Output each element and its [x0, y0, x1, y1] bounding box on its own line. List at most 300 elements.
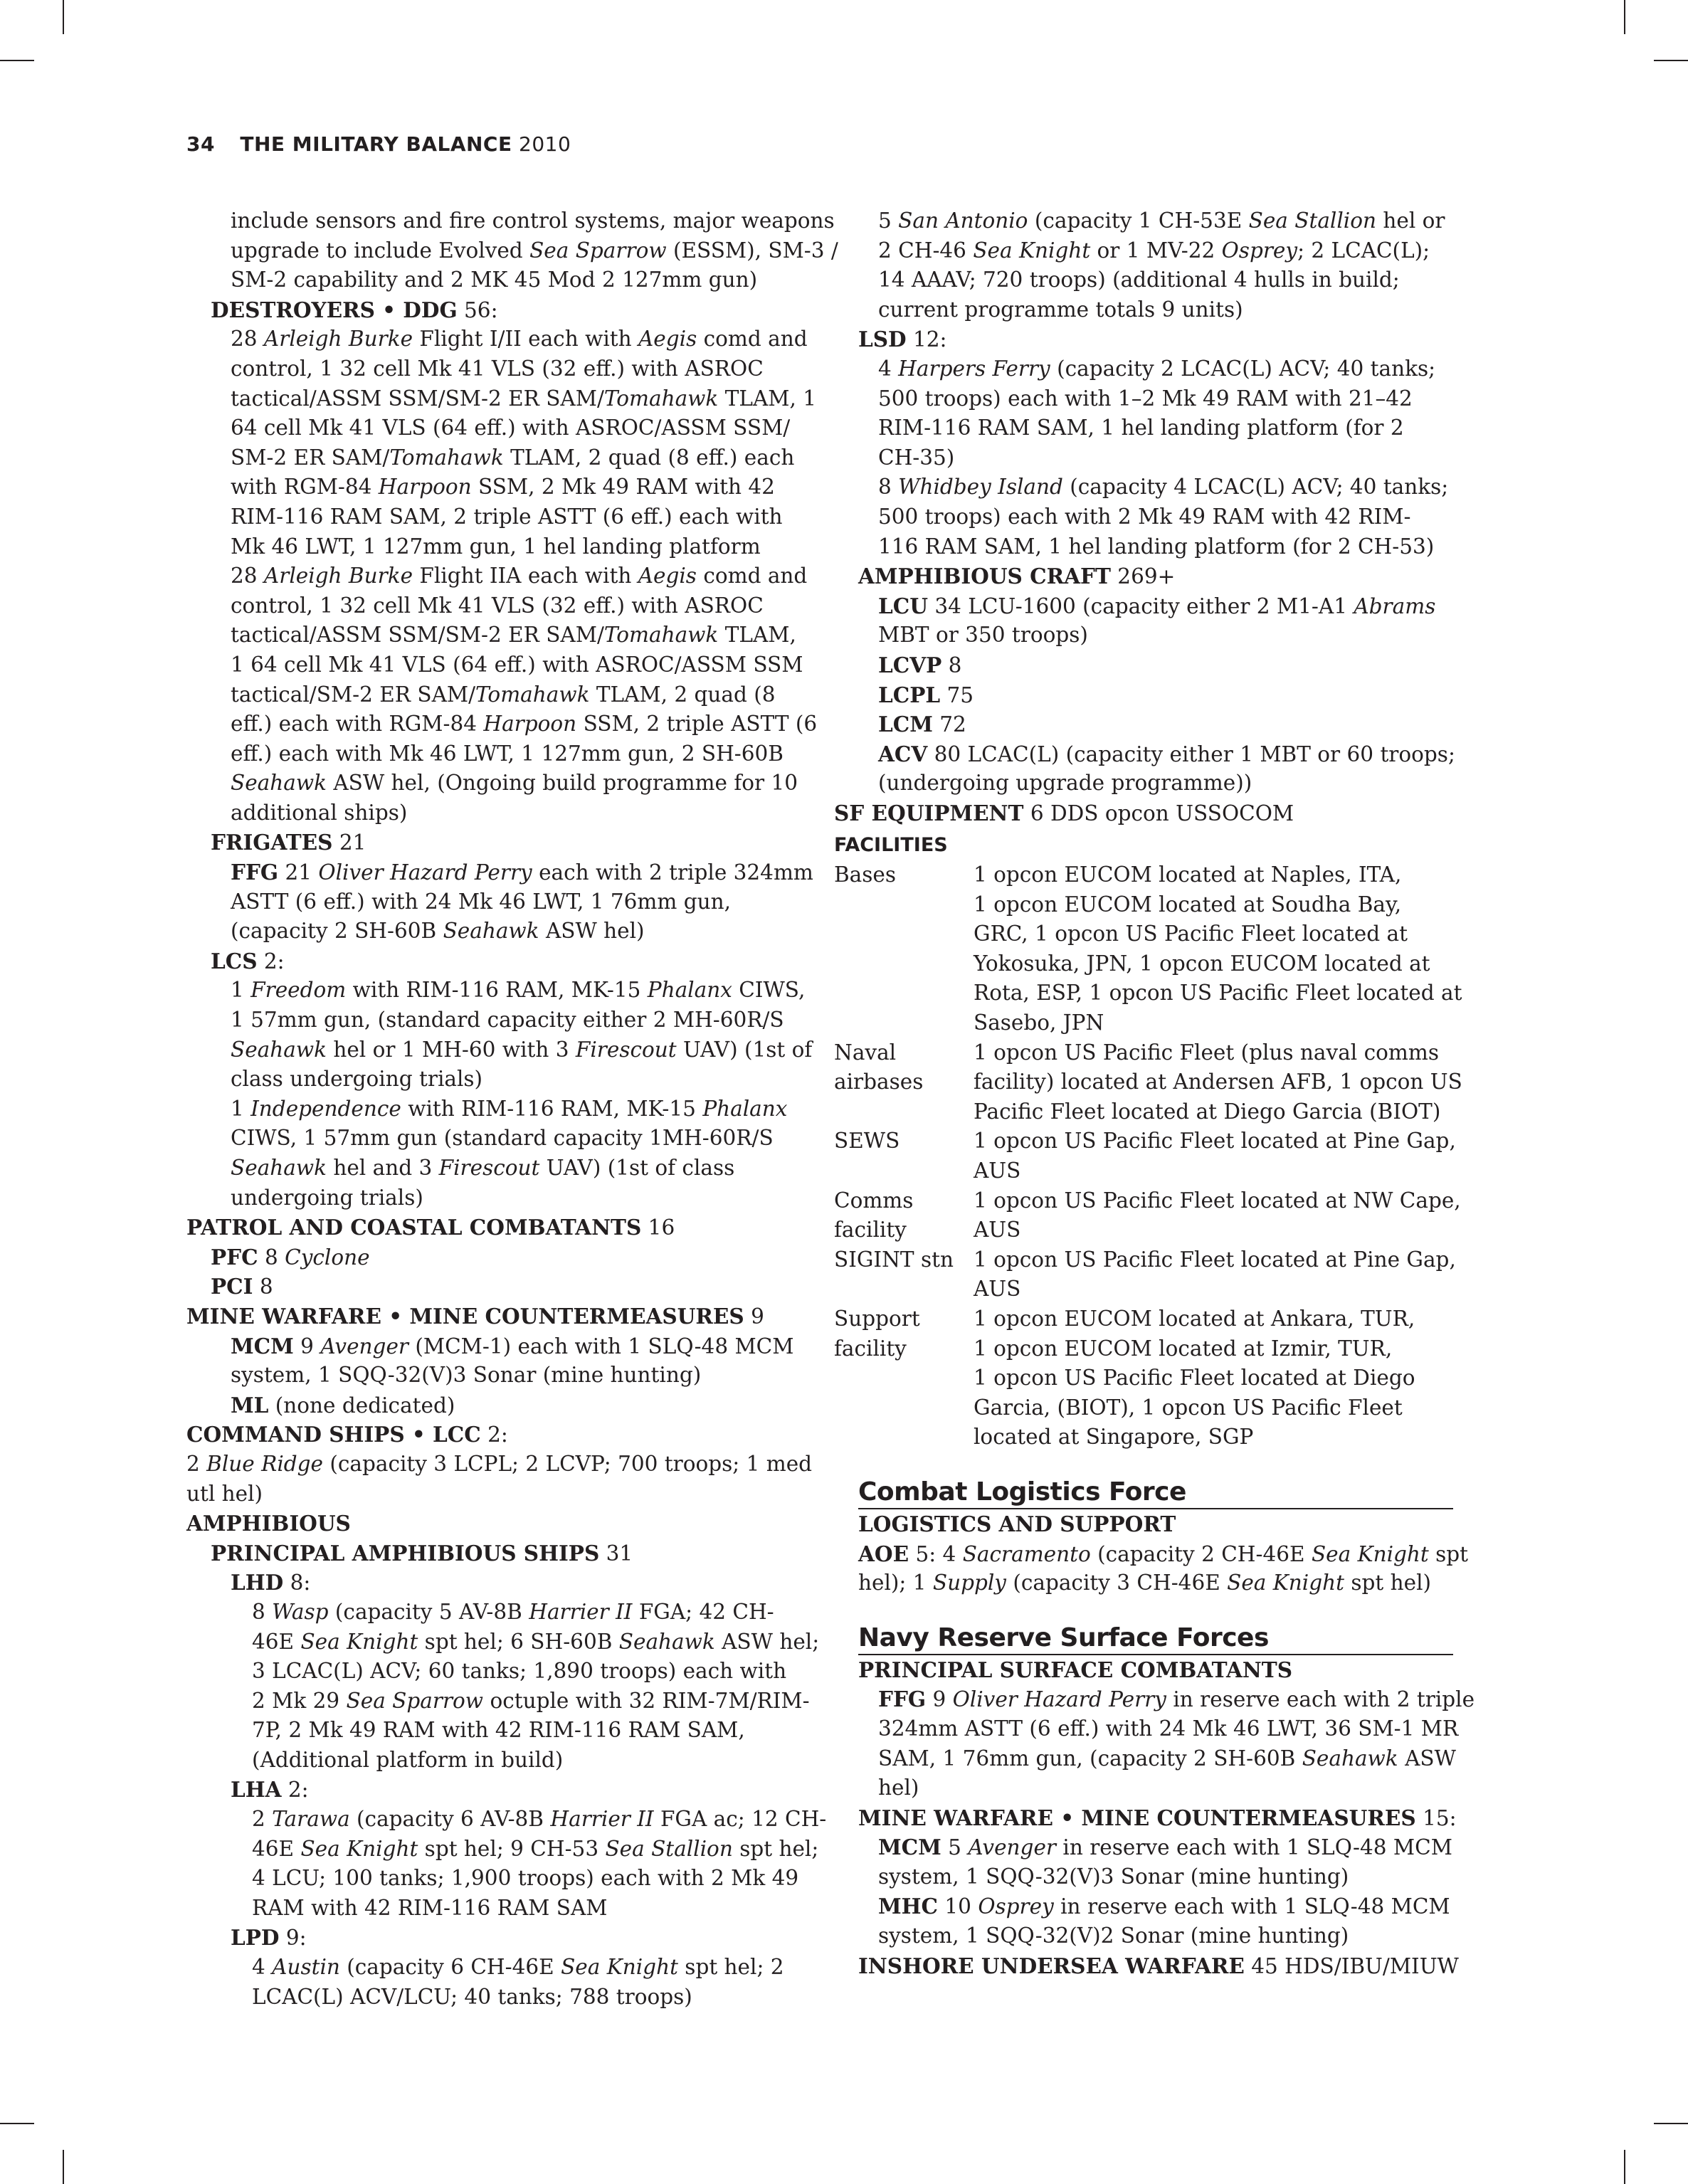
bold-text: PCI [211, 1274, 253, 1299]
text-line [186, 1391, 806, 1420]
text-line [834, 206, 1453, 236]
facility-row [834, 1186, 1461, 1245]
text-run: 2: [281, 1778, 309, 1803]
text-line [186, 384, 816, 414]
text-run: (capacity 3 LCPL; 2 LCVP; 700 troops; 1 med [322, 1451, 813, 1476]
text-run: CH-35) [878, 445, 955, 470]
facility-location-line: 1 opcon US Pacific Fleet (plus naval comms [974, 1040, 1439, 1065]
facility-type-line: facility [834, 1218, 907, 1243]
text-line [834, 443, 1453, 473]
bold-text: LHD [231, 1570, 284, 1595]
right-column [834, 206, 1475, 1980]
crop-mark [1654, 2123, 1688, 2124]
bold-text: FFG [878, 1687, 927, 1712]
text-run: 324mm ASTT (6 eff.) with 24 Mk 46 LWT, 36 SM-1 MR [878, 1716, 1459, 1741]
text-line [186, 1835, 819, 1864]
facility-row [834, 860, 1462, 1038]
facility-locations [974, 1127, 1456, 1186]
text-run: control, 1 32 cell Mk 41 VLS (32 eff.) with ASROC [231, 356, 764, 381]
italic-text: Sea Knight [300, 1629, 418, 1654]
text-line [834, 413, 1453, 443]
text-run: 6 DDS opcon USSOCOM [1023, 801, 1294, 825]
reserve-subheading: PRINCIPAL SURFACE COMBATANTS [858, 1654, 1453, 1685]
text-run: FGA ac; 12 CH- [653, 1807, 827, 1832]
facility-locations [974, 1245, 1456, 1304]
text-run: 45 HDS/IBU/MIUW [1244, 1953, 1459, 1978]
text-line [834, 325, 1453, 354]
text-run: upgrade to include Evolved [231, 238, 530, 263]
bold-text: AOE [858, 1541, 909, 1566]
text-run: spt hel; [732, 1836, 819, 1861]
facility-row [834, 1127, 1456, 1186]
italic-text: Harpoon [378, 475, 472, 500]
logistics-subheading: LOGISTICS AND SUPPORT [858, 1508, 1453, 1539]
text-line [186, 680, 806, 710]
text-run: (none dedicated) [268, 1393, 455, 1418]
facility-location-line: Sasebo, JPN [974, 1011, 1104, 1035]
text-line [186, 709, 818, 739]
facility-type [834, 1304, 974, 1452]
text-line [186, 1094, 806, 1124]
text-run: include sensors and fire control systems, major weapons [231, 209, 835, 233]
text-line [186, 739, 806, 769]
italic-text: Osprey [978, 1894, 1054, 1919]
text-run: 16 [641, 1215, 675, 1240]
text-run: spt hel; 9 CH-53 [418, 1836, 606, 1861]
italic-text: Avenger [968, 1835, 1057, 1860]
italic-text: Supply [932, 1571, 1006, 1595]
text-run: spt hel) [1344, 1571, 1432, 1595]
bold-text: LCS [211, 948, 258, 974]
text-line [186, 976, 806, 1006]
text-run: RAM with 42 RIM-116 RAM SAM [252, 1895, 608, 1920]
text-run: LCAC(L) ACV/LCU; 40 tanks; 788 troops) [252, 1984, 692, 2009]
text-line [186, 561, 806, 591]
text-run: 15: [1415, 1805, 1457, 1830]
facility-location-line: AUS [974, 1277, 1021, 1302]
text-run: octuple with 32 RIM-7M/RIM- [483, 1688, 810, 1713]
facility-type-line: Bases [834, 862, 897, 887]
facility-location-line: facility) located at Andersen AFB, 1 opcon US [974, 1070, 1462, 1094]
text-run: control, 1 32 cell Mk 41 VLS (32 eff.) with ASROC [231, 593, 764, 618]
italic-text: Independence [250, 1096, 401, 1121]
italic-text: San Antonio [898, 209, 1028, 233]
text-run: RIM-116 RAM SAM, 2 triple ASTT (6 eff.) each with [231, 504, 783, 529]
text-line [186, 354, 806, 384]
facility-type-line: Comms [834, 1188, 914, 1213]
italic-text: Arleigh Burke [263, 564, 413, 589]
bold-text: LSD [858, 327, 907, 352]
text-line [186, 1213, 806, 1243]
bold-text: SF EQUIPMENT [834, 800, 1024, 825]
text-run: utl hel) [186, 1481, 263, 1506]
italic-text: Sea Sparrow [346, 1688, 484, 1713]
bold-text: LCM [878, 712, 933, 737]
text-line [834, 1773, 1453, 1803]
text-line [186, 1983, 806, 2012]
text-run: 9 [926, 1687, 953, 1712]
text-run: (capacity 6 AV-8B [349, 1807, 551, 1832]
bold-text: MCM [878, 1835, 941, 1860]
text-line [186, 591, 806, 621]
bold-text: MINE WARFARE • MINE COUNTERMEASURES [186, 1303, 744, 1329]
facility-location-line: Yokosuka, JPN, 1 opcon EUCOM located at [974, 951, 1430, 976]
text-run: additional ships) [231, 800, 408, 825]
text-run: 31 [599, 1541, 633, 1566]
text-run: 72 [932, 712, 966, 737]
facility-type [834, 1127, 974, 1186]
text-line [834, 265, 1453, 295]
italic-text: Oliver Hazard Perry [318, 860, 532, 885]
italic-text: Oliver Hazard Perry [952, 1687, 1166, 1712]
text-run: system, 1 SQQ-32(V)2 Sonar (mine hunting) [878, 1924, 1349, 1948]
text-line [186, 1628, 820, 1657]
text-run: (capacity 2 CH-46E [1090, 1541, 1312, 1566]
text-run: 8 [252, 1599, 273, 1624]
text-run: 5: 4 [909, 1541, 963, 1566]
left-column [186, 206, 838, 2012]
text-run: hel or 1 MH-60 with 3 [326, 1037, 576, 1062]
text-run: tactical/ASSM SSM/SM-2 ER SAM/ [231, 623, 604, 648]
text-run: 1 64 cell Mk 41 VLS (64 eff.) with ASROC/ASSM SSM [231, 652, 803, 677]
facility-type-line: Support [834, 1306, 920, 1331]
page-number: 34 [186, 132, 215, 156]
italic-text: Harpoon [483, 712, 577, 737]
text-run: 28 [231, 327, 264, 352]
text-run: (capacity 1 CH-53E [1028, 209, 1249, 233]
text-run: ASTT (6 eff.) with 24 Mk 46 LWT, 1 76mm gun, [231, 889, 731, 914]
text-run: undergoing trials) [231, 1185, 423, 1210]
text-line [834, 384, 1453, 414]
text-run: 2 [252, 1807, 273, 1832]
text-run: (Additional platform in build) [252, 1747, 564, 1772]
text-run: CIWS, [732, 978, 806, 1003]
text-line [186, 1272, 806, 1302]
bold-text: AMPHIBIOUS [186, 1511, 351, 1536]
text-run: 269+ [1110, 564, 1176, 589]
italic-text: Firescout [575, 1037, 677, 1062]
text-run: ASW hel) [539, 919, 645, 944]
text-line [186, 1124, 806, 1154]
facility-location-line: AUS [974, 1159, 1021, 1183]
text-run: UAV) (1st of class [539, 1156, 735, 1180]
text-run: MBT or 350 troops) [878, 623, 1088, 648]
text-run: 1 57mm gun, (standard capacity either 2 MH-60R/S [231, 1008, 784, 1033]
text-line [186, 1331, 806, 1361]
running-header [186, 132, 571, 156]
text-run: 8 [258, 1245, 285, 1270]
bold-text: FFG [231, 860, 279, 885]
text-run: or 1 MV-22 [1090, 238, 1222, 263]
text-run: with RIM-116 RAM, MK-15 [346, 978, 648, 1003]
text-run: TLAM, [718, 623, 796, 648]
text-run: UAV) (1st of [676, 1037, 813, 1062]
text-run: in reserve each with 1 SLQ-48 MCM [1056, 1835, 1452, 1860]
text-run: each with 2 triple 324mm [532, 860, 813, 885]
bold-text: LPD [231, 1925, 280, 1951]
text-run: RIM-116 RAM SAM, 1 hel landing platform (for 2 [878, 416, 1404, 441]
text-run: TLAM, 2 quad (8 eff.) each [503, 445, 795, 470]
text-run: 46E [252, 1836, 301, 1861]
text-run: (ESSM), SM-3 / [666, 238, 838, 263]
text-line [186, 1923, 806, 1953]
facility-type-line: facility [834, 1336, 907, 1361]
text-line [834, 739, 1453, 769]
text-run: FGA; 42 CH- [632, 1599, 774, 1624]
text-run: 5 [941, 1835, 969, 1860]
bold-text: LCU [878, 593, 928, 618]
text-run: (capacity 2 LCAC(L) ACV; 40 tanks; [1050, 356, 1436, 381]
bold-text: MCM [231, 1333, 294, 1359]
text-run: 7P, 2 Mk 49 RAM with 42 RIM-116 RAM SAM, [252, 1718, 745, 1743]
text-run: in reserve each with 2 triple [1166, 1687, 1475, 1712]
combat-logistics-lines [834, 1539, 1469, 1598]
italic-text: Seahawk [618, 1629, 715, 1654]
text-line [186, 1687, 810, 1716]
text-line [186, 858, 813, 887]
text-line [834, 473, 1453, 502]
crop-mark [1654, 60, 1688, 61]
text-run: 64 cell Mk 41 VLS (64 eff.) with ASROC/ASSM SSM/ [231, 416, 791, 441]
text-line [186, 473, 806, 502]
text-run: 9 [293, 1334, 321, 1359]
text-run: 500 troops) each with 2 Mk 49 RAM with 42 RIM- [878, 504, 1411, 529]
text-run: hel); 1 [858, 1571, 933, 1595]
facility-type [834, 1038, 974, 1127]
text-line [834, 1951, 1459, 1981]
bold-text: ACV [878, 741, 928, 766]
italic-text: Sea Knight [973, 238, 1091, 263]
facility-location-line: Rota, ESP, 1 opcon US Pacific Fleet located at [974, 981, 1462, 1006]
facility-type-line: SIGINT stn [834, 1247, 954, 1272]
facility-row [834, 1038, 1462, 1127]
publication-title: THE MILITARY BALANCE [240, 132, 512, 156]
italic-text: Tarawa [272, 1807, 350, 1832]
italic-text: Tomahawk [603, 386, 719, 411]
text-line [834, 561, 1453, 591]
text-line [834, 1744, 1456, 1774]
facility-location-line: 1 opcon US Pacific Fleet located at Pine Gap, [974, 1129, 1456, 1154]
text-run: 9 [744, 1304, 764, 1329]
text-line [186, 650, 806, 680]
text-run: TLAM, 1 [718, 386, 816, 411]
text-line [834, 1714, 1459, 1744]
italic-text: Harpers Ferry [898, 356, 1050, 381]
facility-row [834, 1245, 1456, 1304]
bold-text: PATROL AND COASTAL COMBATANTS [186, 1215, 642, 1240]
italic-text: Freedom [250, 978, 347, 1003]
facility-locations [974, 860, 1462, 1038]
text-line [834, 295, 1453, 325]
text-run: Flight IIA each with [413, 564, 638, 589]
facility-location-line: Garcia, (BIOT), 1 opcon US Pacific Fleet [974, 1395, 1403, 1420]
italic-text: Whidbey Island [898, 475, 1063, 500]
text-run: (capacity 5 AV-8B [328, 1599, 529, 1624]
text-run: 2 [186, 1451, 207, 1476]
text-line [186, 206, 835, 236]
facility-type [834, 860, 974, 1038]
text-run: hel and 3 [326, 1156, 439, 1180]
italic-text: Sea Knight [1227, 1571, 1344, 1595]
text-line [186, 1065, 806, 1094]
text-line [834, 1921, 1453, 1951]
text-run: spt hel; 2 [677, 1955, 784, 1980]
text-run: tactical/ASSM SSM/SM-2 ER SAM/ [231, 386, 604, 411]
text-line [186, 1154, 806, 1183]
italic-text: Harrier II [529, 1599, 633, 1624]
italic-text: Sea Sparrow [529, 238, 667, 263]
facility-locations [974, 1038, 1462, 1127]
text-line [834, 680, 1453, 710]
text-run: (MCM-1) each with 1 SLQ-48 MCM [408, 1334, 794, 1359]
italic-text: Sea Knight [300, 1836, 418, 1861]
bold-text: MHC [878, 1894, 939, 1919]
text-run: ASW hel, (Ongoing build programme for 10 [326, 771, 798, 796]
text-line [834, 650, 1453, 680]
italic-text: Wasp [272, 1599, 329, 1624]
text-run: current programme totals 9 units) [878, 297, 1243, 322]
crop-mark [63, 0, 64, 34]
text-run: hel or [1376, 209, 1445, 233]
text-line [186, 1568, 806, 1598]
text-run: 500 troops) each with 1–2 Mk 49 RAM with 21–42 [878, 386, 1413, 411]
text-line [186, 1243, 806, 1272]
text-line [186, 1539, 806, 1568]
facility-location-line: 1 opcon EUCOM located at Ankara, TUR, [974, 1306, 1415, 1331]
text-run: comd and [697, 327, 808, 352]
italic-text: Tomahawk [389, 445, 504, 470]
italic-text: Sea Stallion [605, 1836, 733, 1861]
crop-mark [1624, 0, 1625, 34]
italic-text: Cyclone [285, 1245, 370, 1270]
text-run: spt hel; 6 SH-60B [418, 1629, 619, 1654]
text-run: with RGM-84 [231, 475, 379, 500]
facility-location-line: 1 opcon US Pacific Fleet located at NW Cape, [974, 1188, 1461, 1213]
text-line [186, 1450, 813, 1479]
text-run: 4 [878, 356, 899, 381]
crop-mark [0, 60, 34, 61]
text-line [186, 1894, 806, 1924]
facility-location-line: 1 opcon US Pacific Fleet located at Diego [974, 1366, 1415, 1391]
text-line [834, 1832, 1453, 1862]
text-line [186, 1006, 806, 1035]
facility-location-line: Pacific Fleet located at Diego Garcia (BIOT) [974, 1099, 1441, 1124]
italic-text: Sea Knight [561, 1955, 678, 1980]
italic-text: Austin [272, 1955, 340, 1980]
text-line [186, 443, 806, 473]
italic-text: Arleigh Burke [263, 327, 413, 352]
italic-text: Firescout [438, 1156, 540, 1180]
facilities-table [834, 860, 1462, 1452]
text-line [186, 1302, 806, 1331]
facilities-heading: FACILITIES [834, 834, 948, 857]
italic-text: Tomahawk [603, 623, 719, 648]
text-run: 2: [257, 949, 285, 974]
italic-text: Seahawk [443, 919, 539, 944]
text-run: 4 [252, 1955, 273, 1980]
text-line [186, 621, 806, 650]
italic-text: Harrier II [550, 1807, 654, 1832]
text-line [186, 1775, 806, 1805]
italic-text: Seahawk [231, 1037, 327, 1062]
text-line [186, 295, 806, 325]
facility-location-line: located at Singapore, SGP [974, 1425, 1254, 1450]
text-run: with RIM-116 RAM, MK-15 [401, 1096, 703, 1121]
text-run: (capacity 6 CH-46E [339, 1955, 561, 1980]
text-run: hel) [878, 1776, 919, 1800]
facility-location-line: AUS [974, 1218, 1021, 1243]
text-line [186, 1509, 806, 1539]
text-run: 2: [480, 1423, 508, 1447]
text-line [834, 1539, 1469, 1569]
italic-text: Phalanx [647, 978, 732, 1003]
text-run: spt [1428, 1541, 1469, 1566]
facility-type-line: airbases [834, 1070, 924, 1094]
text-run: 8: [283, 1571, 311, 1595]
facility-location-line: 1 opcon EUCOM located at Izmir, TUR, [974, 1336, 1393, 1361]
text-line [186, 1598, 806, 1628]
text-run: in reserve each with 1 SLQ-48 MCM [1053, 1894, 1450, 1919]
text-run: 2 CH-46 [878, 238, 974, 263]
text-line [186, 1657, 806, 1687]
text-run: 28 [231, 564, 264, 589]
text-run: 2 Mk 29 [252, 1688, 347, 1713]
text-line [186, 828, 806, 858]
text-run: SM-2 capability and 2 MK 45 Mod 2 127mm gun) [231, 268, 758, 292]
italic-text: Seahawk [231, 771, 327, 796]
italic-text: Blue Ridge [206, 1451, 323, 1476]
text-run: ASW hel; [714, 1629, 820, 1654]
text-run: 1 [231, 978, 251, 1003]
text-run: eff.) each with RGM-84 [231, 712, 484, 737]
text-line [186, 917, 806, 946]
text-run: Mk 46 LWT, 1 127mm gun, 1 hel landing platform [231, 534, 761, 559]
italic-text: Seahawk [231, 1156, 327, 1180]
text-run: system, 1 SQQ-32(V)3 Sonar (mine hunting) [878, 1864, 1349, 1889]
text-line [186, 1420, 806, 1450]
bold-text: FRIGATES [211, 830, 333, 855]
crop-mark [63, 2150, 64, 2184]
italic-text: Seahawk [1302, 1746, 1398, 1771]
facility-row [834, 1304, 1453, 1452]
text-run: 116 RAM SAM, 1 hel landing platform (for 2 CH-53) [878, 534, 1435, 559]
text-line [186, 413, 806, 443]
bold-text: LHA [231, 1777, 282, 1803]
text-line [834, 532, 1453, 562]
text-run: SSM, 2 Mk 49 RAM with 42 [471, 475, 775, 500]
text-line [186, 1716, 806, 1746]
text-run: 12: [906, 327, 947, 352]
text-run: CIWS, 1 57mm gun (standard capacity 1MH-60R/S [231, 1126, 774, 1151]
facility-type [834, 1245, 974, 1304]
italic-text: Phalanx [702, 1096, 788, 1121]
text-run: 75 [940, 682, 974, 707]
text-run: 10 [938, 1894, 978, 1919]
text-line [186, 798, 806, 828]
bold-text: PRINCIPAL AMPHIBIOUS SHIPS [211, 1540, 600, 1566]
italic-text: Sacramento [962, 1541, 1091, 1566]
amphibious-continued [834, 206, 1453, 828]
text-line [834, 621, 1453, 650]
bold-text: ML [231, 1392, 269, 1418]
text-line [186, 325, 806, 354]
italic-text: Sea Stallion [1248, 209, 1376, 233]
text-run: Flight I/II each with [413, 327, 638, 352]
text-line [186, 265, 806, 295]
text-run: system, 1 SQQ-32(V)3 Sonar (mine hunting) [231, 1363, 702, 1388]
text-line [186, 946, 806, 976]
text-run: SSM, 2 triple ASTT (6 [576, 712, 818, 737]
